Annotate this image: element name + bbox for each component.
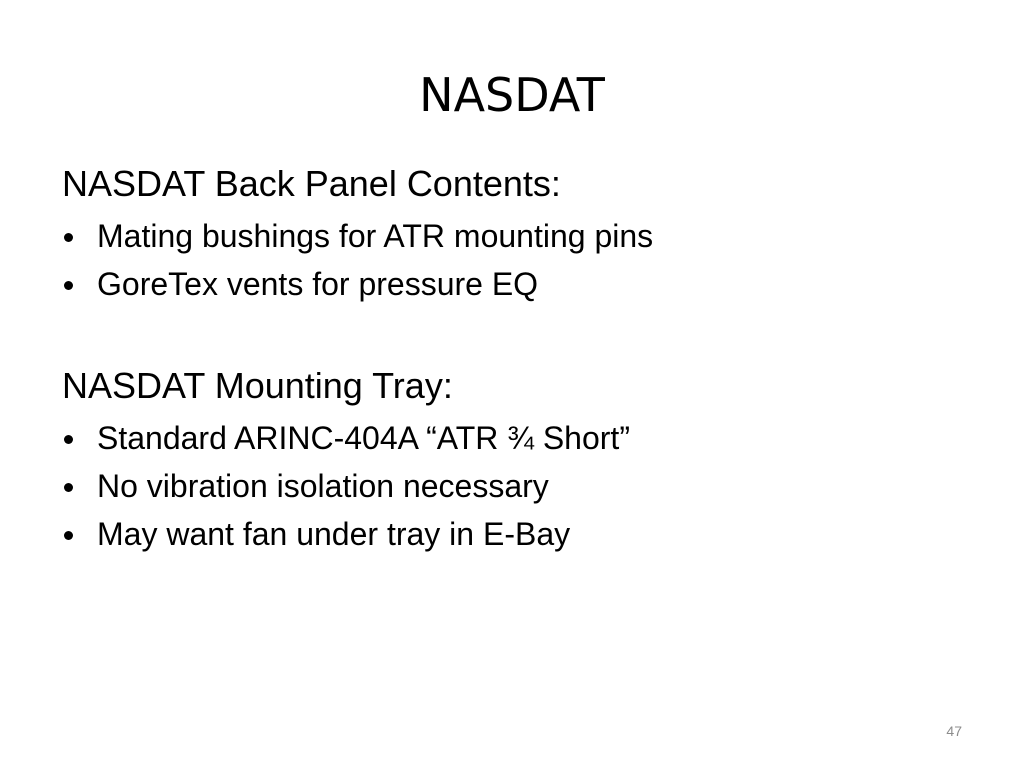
slide-body — [62, 156, 962, 558]
bullet-text: GoreTex vents for pressure EQ — [97, 266, 539, 302]
bullet-text: Mating bushings for ATR mounting pins — [97, 218, 654, 254]
bullet-text: Standard ARINC-404A “ATR ¾ Short” — [97, 420, 630, 456]
bullet-text: No vibration isolation necessary — [97, 468, 549, 504]
bullet-dot-icon — [64, 483, 73, 492]
section-mounting-tray — [62, 358, 962, 558]
bullet-item — [62, 462, 962, 510]
bullet-text: May want fan under tray in E-Bay — [97, 516, 571, 552]
bullet-list — [62, 212, 962, 308]
section-back-panel — [62, 156, 962, 308]
bullet-dot-icon — [64, 281, 73, 290]
bullet-item — [62, 212, 962, 260]
bullet-dot-icon — [64, 233, 73, 242]
bullet-item — [62, 414, 962, 462]
bullet-list — [62, 414, 962, 558]
bullet-item — [62, 510, 962, 558]
section-heading: NASDAT Back Panel Contents: — [62, 163, 561, 204]
bullet-dot-icon — [64, 531, 73, 540]
slide-title: NASDAT — [419, 68, 605, 122]
section-spacer — [62, 308, 962, 358]
section-heading: NASDAT Mounting Tray: — [62, 365, 453, 406]
slide-number: 47 — [946, 723, 962, 739]
bullet-item — [62, 260, 962, 308]
bullet-dot-icon — [64, 435, 73, 444]
